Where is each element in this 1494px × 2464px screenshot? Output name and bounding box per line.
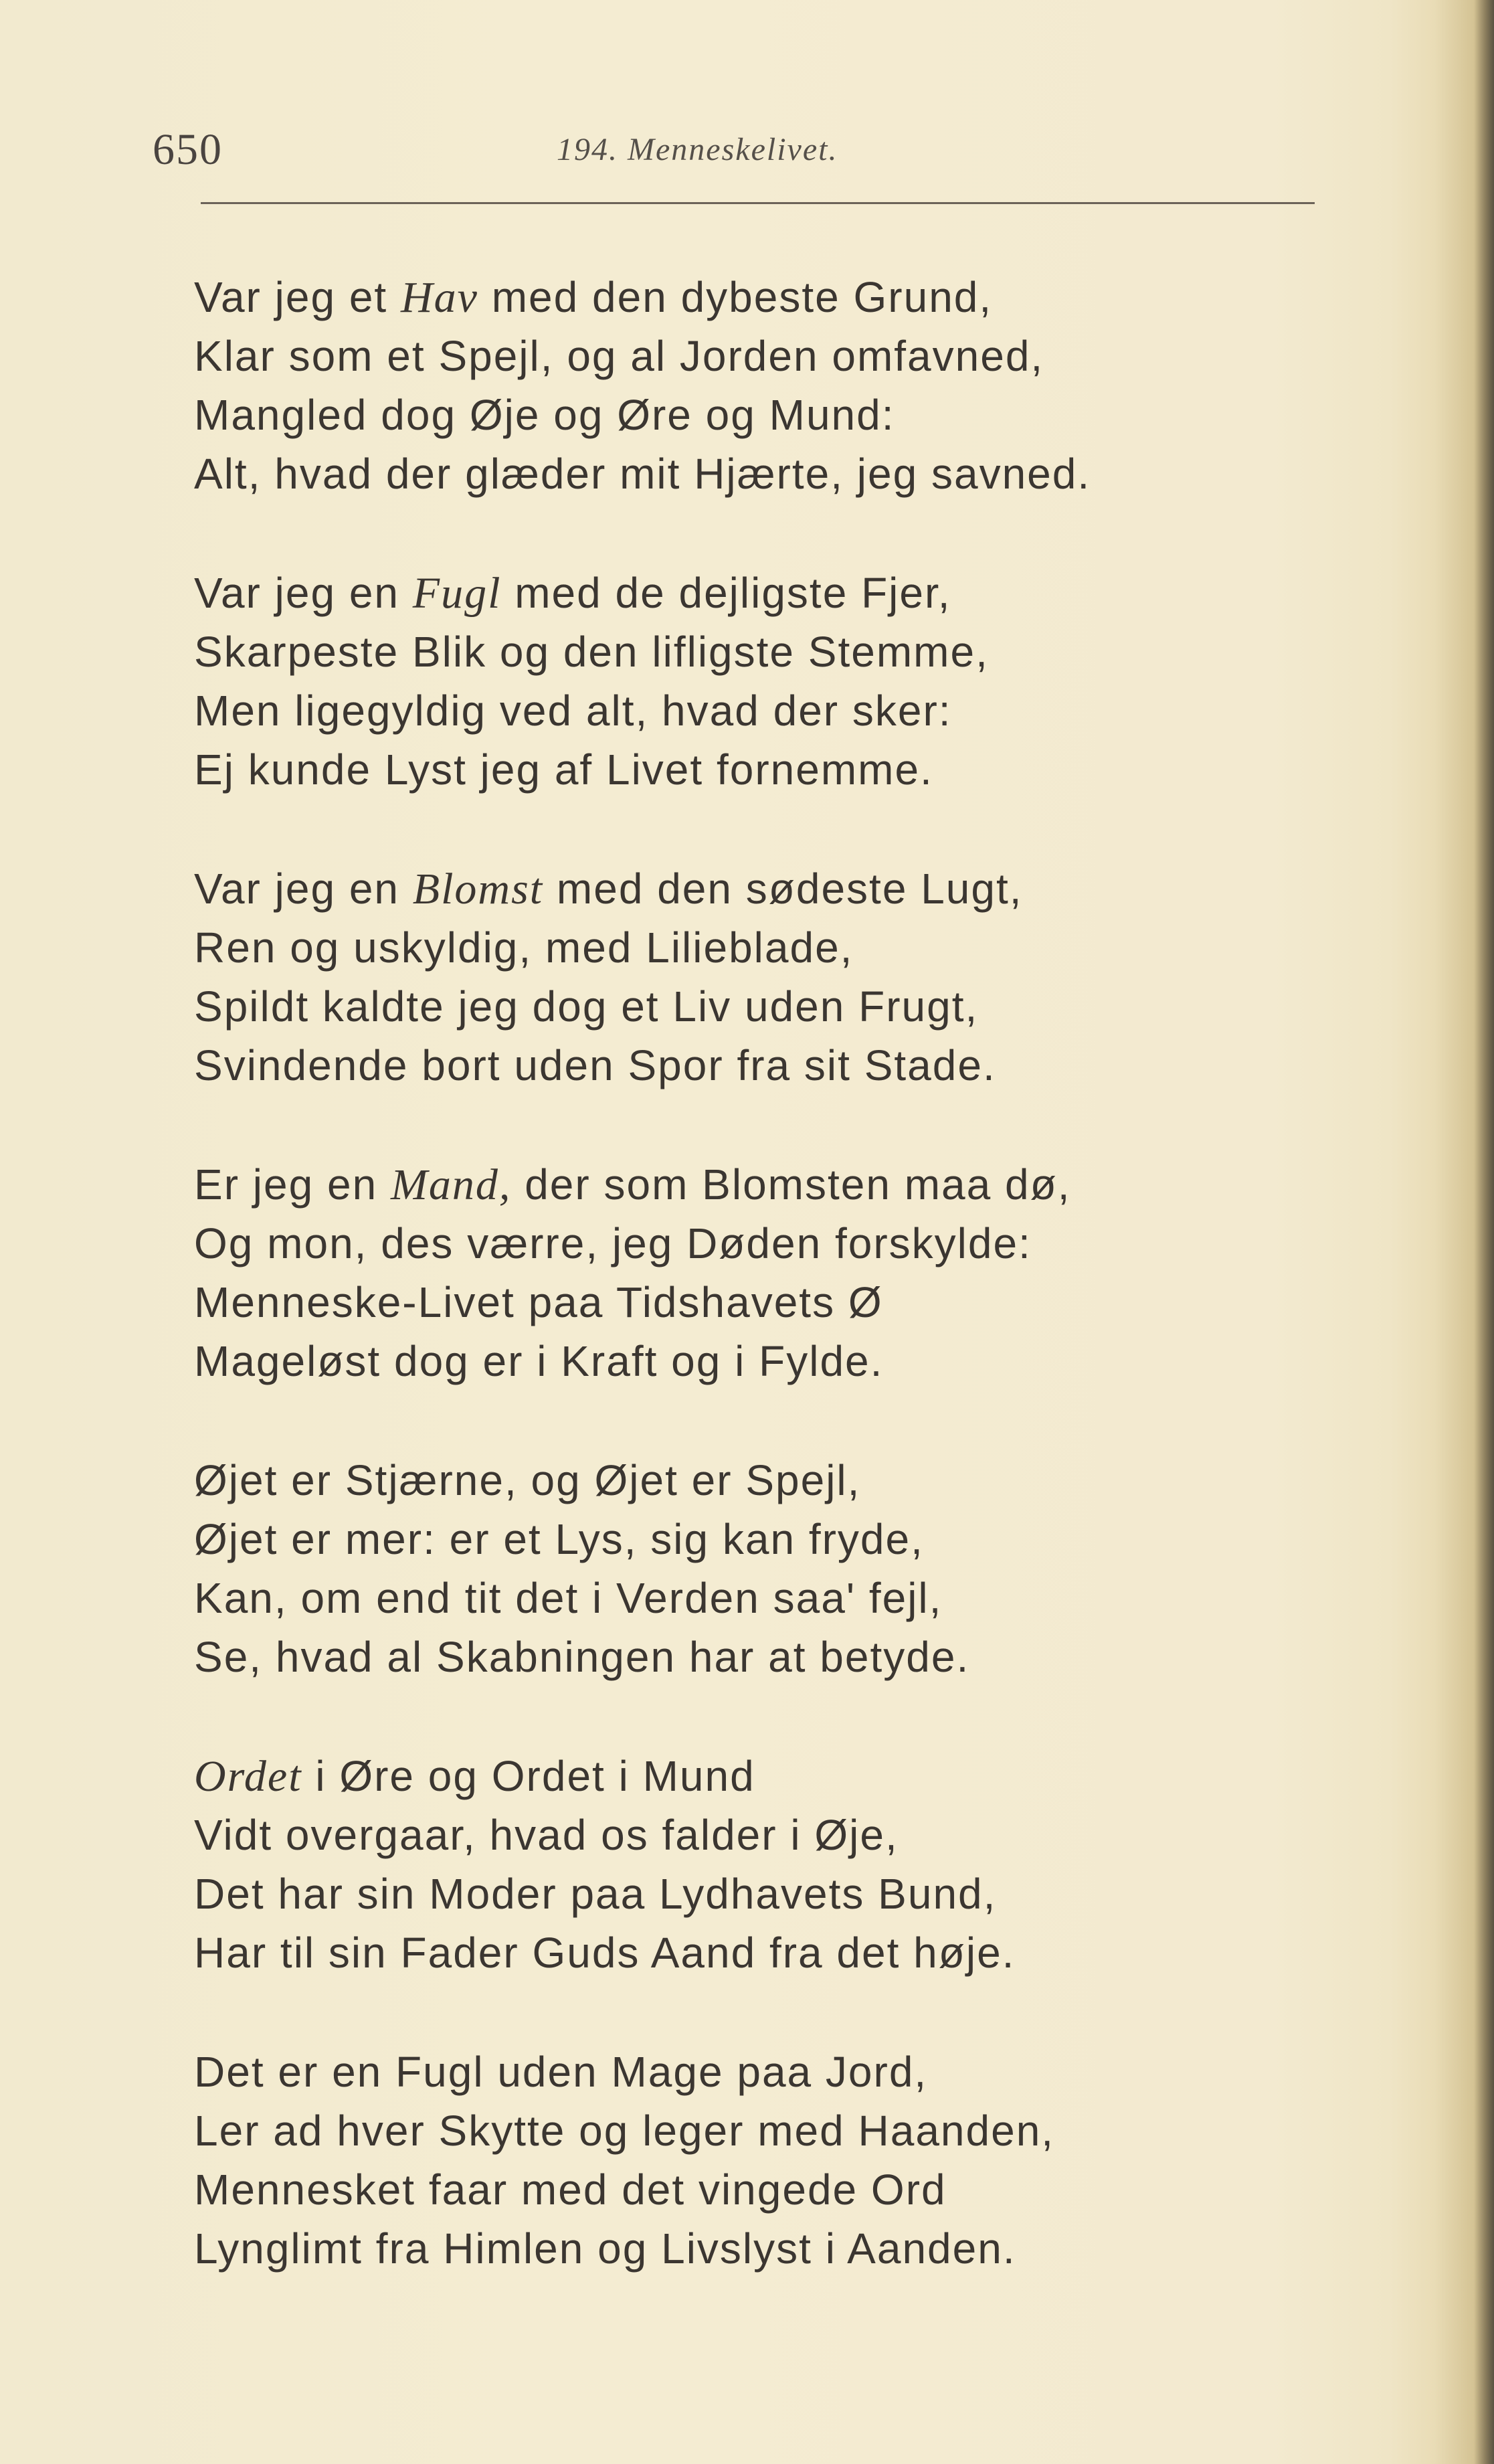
poem-line: Øjet er Stjærne, og Øjet er Spejl, xyxy=(194,1456,861,1504)
poem-line: Har til sin Fader Guds Aand fra det høje. xyxy=(194,1929,1016,1977)
poem-line: Se, hvad al Skabningen har at betyde. xyxy=(194,1633,970,1681)
page-edge-shadow xyxy=(1474,0,1494,2464)
poem-line: Var jeg en Blomst med den sødeste Lugt, xyxy=(194,865,1023,913)
stanza xyxy=(194,563,1318,799)
poem-line: Vidt overgaar, hvad os falder i Øje, xyxy=(194,1811,899,1859)
poem-line: Svindende bort uden Spor fra sit Stade. xyxy=(194,1041,996,1089)
poem-line: Mennesket faar med det vingede Ord xyxy=(194,2166,947,2214)
running-head: 194. Menneskelivet. xyxy=(557,132,838,167)
stanza xyxy=(194,1451,1318,1686)
poem-line: Øjet er mer: er et Lys, sig kan fryde, xyxy=(194,1515,924,1563)
poem-line: Lynglimt fra Himlen og Livslyst i Aanden. xyxy=(194,2224,1016,2273)
stanza xyxy=(194,268,1318,503)
poem-line: Det har sin Moder paa Lydhavets Bund, xyxy=(194,1870,997,1918)
poem-line: Er jeg en Mand, der som Blomsten maa dø, xyxy=(194,1160,1071,1209)
stanza xyxy=(194,2042,1318,2278)
stanza xyxy=(194,1747,1318,1982)
poem-line: Ren og uskyldig, med Lilieblade, xyxy=(194,923,854,972)
poem-line: Menneske-Livet paa Tidshavets Ø xyxy=(194,1278,883,1326)
poem-line: Mangled dog Øje og Øre og Mund: xyxy=(194,391,895,439)
header-rule xyxy=(201,202,1315,204)
poem-line: Men ligegyldig ved alt, hvad der sker: xyxy=(194,687,952,735)
poem xyxy=(194,268,1318,2338)
poem-line: Mageløst dog er i Kraft og i Fylde. xyxy=(194,1337,884,1385)
poem-line: Ordet i Øre og Ordet i Mund xyxy=(194,1752,755,1801)
poem-line: Ej kunde Lyst jeg af Livet fornemme. xyxy=(194,745,933,794)
poem-line: Var jeg en Fugl med de dejligste Fjer, xyxy=(194,569,951,618)
poem-line: Det er en Fugl uden Mage paa Jord, xyxy=(194,2048,928,2096)
poem-line: Og mon, des værre, jeg Døden forskylde: xyxy=(194,1219,1032,1267)
poem-line: Spildt kaldte jeg dog et Liv uden Frugt, xyxy=(194,982,979,1031)
poem-line: Alt, hvad der glæder mit Hjærte, jeg savned. xyxy=(194,450,1091,498)
stanza xyxy=(194,1155,1318,1391)
poem-line: Skarpeste Blik og den lifligste Stemme, xyxy=(194,628,989,676)
poem-line: Var jeg et Hav med den dybeste Grund, xyxy=(194,273,993,322)
stanza xyxy=(194,859,1318,1095)
page-number: 650 xyxy=(153,125,223,174)
poem-line: Klar som et Spejl, og al Jorden omfavned, xyxy=(194,332,1044,380)
poem-line: Ler ad hver Skytte og leger med Haanden, xyxy=(194,2107,1055,2155)
poem-line: Kan, om end tit det i Verden saa' fejl, xyxy=(194,1574,943,1622)
